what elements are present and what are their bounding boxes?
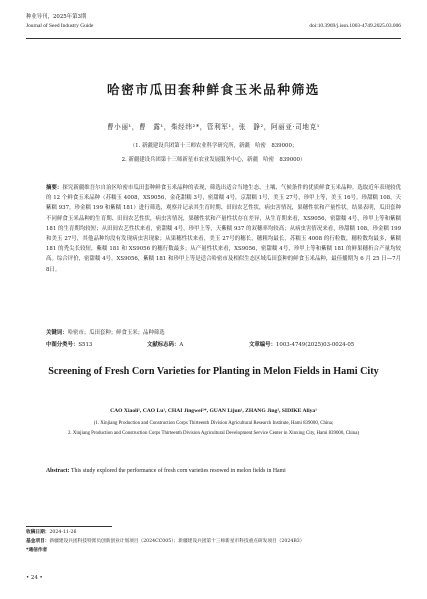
affiliation-en-2: 2. Xinjiang Production and Construction Corps Thirteenth Division Agricultural Development Service Center in Xinxing City, Hami 839000, China) [67,431,360,436]
document-code [147,341,183,350]
footnote-funding [26,538,401,545]
affiliation-en-1: (1. Xinjiang Production and Construction Corps Thirteenth Division Agricultural Research Institute, Hami 839000, China; [93,421,334,426]
doi-link[interactable]: doi:10.3969/j.issn.1003-4749.2025.03.006 [309,22,401,29]
keywords-cn-text: 哈密市；瓜田套种；鲜食玉米；品种筛选 [67,330,165,336]
article-number-value: 1003-4749(2025)03-0024-05 [275,342,355,348]
footnote-corresponding [26,547,401,554]
author-list-en: CAO Xiaoli¹, CAO Lu¹, CHAI Jingwei²*, GUAN Lijun¹, ZHANG Jing², SIDIKE Aliya¹ [110,408,317,414]
journal-name-en: Journal of Seed Industry Guide [26,22,94,29]
article-number-label: 文章编号： [249,342,276,348]
affiliation-cn-1: （1. 新疆建设兵团第十三师农业科学研究所，新疆 哈密 839000； [129,143,298,149]
abstract-en-text: This study explored the performance of fresh corn varieties resowed in melon fields in Hami [70,468,286,474]
affiliation-cn-2: 2. 新疆建设兵团第十三师新星市农业发展服务中心，新疆 哈密 839000） [121,157,306,163]
clc-label: 中图分类号： [46,342,79,348]
footnote-received-text: 2024-11-26 [49,530,77,535]
footnote-received-label: 收稿日期： [26,530,50,535]
author-list-cn: 曹小丽¹，曹 露¹，柴经纬²*，管利军¹，张 静²，阿丽亚·司地克¹ [106,123,321,131]
abstract-cn [46,183,401,275]
clc-value: S513 [78,342,93,348]
footnote-funding-label: 基金项目： [26,539,50,544]
document-code-value: A [179,342,184,348]
abstract-cn-text: 探究新疆维吾尔自治区哈密市瓜田套种鲜食玉米品种的表现，筛选出适合当地生态、土壤、气候条件的优质鲜食玉米品种。选取近年表现较优的 12 个鲜食玉米品种（苏糯玉 4008，XS9056，金花甜糯 3号，密甜糯 4号，京甜糯 1号，美玉 27号，珍甲上等，美玉 16号，珍甜糯 108，天紫糯 937，珍金糯 199 和紫糯 181）进行筛选，观察并记录其生育时期、田间农艺性状，病虫害情况，果穗性状和产量性状。结果表明，瓜田套种不同鲜食玉米品种的生育期、田间农艺性状，病虫害情况，果穗性状和产量性状存在差异，从生育期来看，XS9056，密甜糯 4号，珍甲上等和紫糯 181 的生育期均较短；从田间农艺性状来看，密甜糯 4号，珍甲上等，天紫糯 937 的双穗率均较高；从病虫害情况来看，珍甜糯 108，珍金糯 199 和美玉 27号，其他品种均没有发现病虫害现象；从果穗性状来看，美玉 27号的穗长，穗粗均最长，苏糯玉 4008 的行粒数，穗粒数均最多，紫糯 181 的秃尖长较短，紫糯 181 和 XS9056 的穗行数最多；从产量性状来看，XS9056，密甜糯 4号，珍甲上等和紫糯 181 的鲜果穗折合产量均较高。综合评价，密甜糯 4号，XS9056，紫糯 181 和珍甲上等是适合哈密市及相似生态区域瓜田套种的鲜食玉米品种，最佳播期为 6 月 25 日—7月8日。 [46,185,401,273]
abstract-en [46,467,401,475]
page-number: • 24 • [26,575,43,581]
document-code-label: 文献标志码： [147,342,180,348]
article-number [249,341,354,350]
running-header [26,13,401,39]
abstract-en-label: Abstract: [46,468,70,474]
keywords-cn-label: 关键词： [46,330,68,336]
journal-name-cn: 种业导刊，2025年第3期 [26,14,87,20]
paper-title-cn: 哈密市瓜田套种鲜食玉米品种筛选 [107,82,320,97]
paper-title-en: Screening of Fresh Corn Varieties for Planting in Melon Fields in Hami City [48,366,379,377]
footnote-received [26,529,401,536]
footnote-divider [26,526,112,527]
clc-number [46,341,92,350]
footnote-funding-text: 新疆建设兵团科技特派员创新创业计划项目（2024CC005）；新疆建设兵团第十三师新星市科技重点研发项目（2024B3） [49,539,305,544]
keywords-cn [46,329,401,338]
abstract-cn-label: 摘要： [46,185,63,191]
footnote-corresponding-label: *通信作者 [26,548,48,553]
